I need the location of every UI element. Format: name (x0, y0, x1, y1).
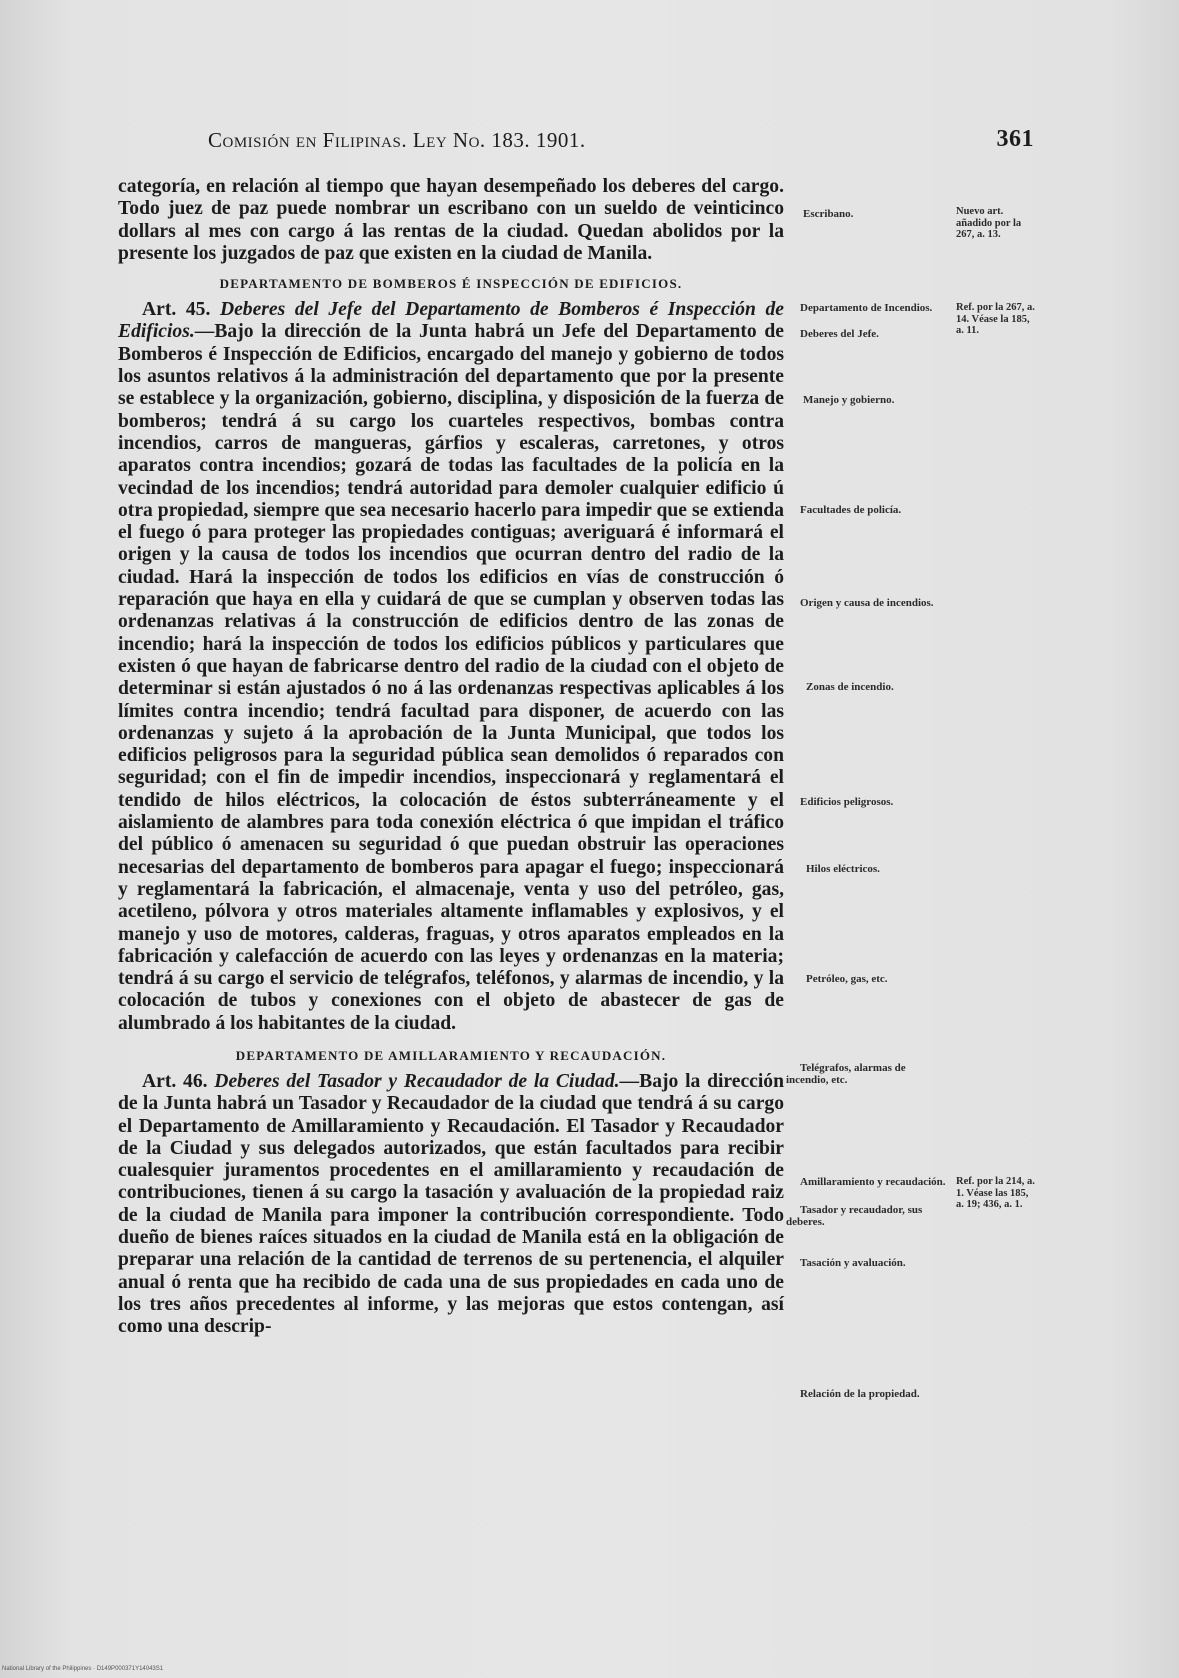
margin-note-telegrafos: Telégrafos, alarmas de incendio, etc. (786, 1062, 906, 1086)
margin-note-edificios: Edificios peligrosos. (800, 796, 894, 808)
margin-note-depto-incendios: Departamento de Incendios. (800, 302, 933, 314)
margin-note-manejo: Manejo y gobierno. (803, 394, 895, 406)
margin-note-origen: Origen y causa de incendios. (800, 597, 934, 609)
reference-ley-214: Ref. por la 214, a. 1. Véase las 185, a. 19; 436, a. 1. (956, 1176, 1035, 1210)
reference-nuevo-art: Nuevo art. añadido por la 267, a. 13. (956, 206, 1022, 240)
article-45 (118, 299, 784, 1035)
article-45-title: Deberes del Jefe del Departamento de Bomberos é Inspección de Edificios. (118, 299, 784, 343)
article-46-title: Deberes del Tasador y Recaudador de la Ciudad. (214, 1070, 620, 1092)
page-number: 361 (996, 126, 1034, 152)
article-46 (118, 1071, 784, 1339)
margin-note-petroleo: Petróleo, gas, etc. (806, 973, 888, 985)
header-title: Comisión en Filipinas. Ley No. 183. 1901. (208, 128, 586, 152)
section-heading-bomberos: DEPARTAMENTO DE BOMBEROS É INSPECCIÓN DE EDIFICIOS. (219, 276, 683, 292)
article-46-label: Art. 46. (142, 1070, 208, 1092)
reference-ley-267: Ref. por la 267, a. 14. Véase la 185, a. 11. (956, 302, 1035, 336)
article-45-text: —Bajo la dirección de la Junta habrá un Jefe del Departamento de Bomberos é Inspección de Edificios, encargado del manejo y gobierno de todos los asuntos relativos á la administración del departamento que por la presente se establece y la organización, gobierno, disciplina, y disposición de la fuerza de bomberos; tendrá á su cargo los cuarteles respectivos, bombas contra incendios, carros de mangueras, gárfios y escaleras, carretones, y otros aparatos contra incendios; gozará de todas las facultades de la policía en la vecindad de los incendios; tendrá autoridad para demoler cualquier edificio ú otra propiedad, siempre que sea necesario hacerlo para impedir que se extienda el fuego ó para proteger las propiedades contiguas; averiguará é informará el origen y la causa de todos los incendios que ocurran dentro del radio de la ciudad. Hará la inspección de todos los edificios en vías de construcción ó reparación que haya en ella y cuidará de que se cumplan y observen todas las ordenanzas relativas á la construcción de edificios dentro de las zonas de incendio; hará la inspección de todos los edificios públicos y particulares que existen ó que hayan de fabricarse dentro del radio de la ciudad con el objeto de determinar si están ajustados ó no á las ordenanzas respectivas aplicables á los límites contra incendio; tendrá facultad para disponer, de acuerdo con las ordenanzas y sujeto á la aprobación de la Junta Municipal, que todos los edificios peligrosos para la seguridad pública sean demolidos ó reparados con seguridad; con el fin de impedir incendios, inspeccionará y reglamentará el tendido de hilos eléctricos, la colocación de éstos subterráneamente y el aislamiento de alambres para toda conexión eléctrica ó que impidan el tráfico del público ó amenacen su seguridad ó que puedan obstruir las operaciones necesarias del departamento de bomberos para apagar el fuego; inspeccionará y reglamentará la fabricación, el almacenaje, venta y uso del petróleo, gas, acetileno, pólvora y otros materiales altamente inflamables y explosivos, y el manejo y uso de motores, calderas, fraguas, y otros aparatos empleados en la fabricación y calefacción de acuerdo con las leyes y ordenanzas en la materia; tendrá á su cargo el servicio de telégrafos, teléfonos, y alarmas de incendio, y la colocación de tubos y conexiones con el objeto de abastecer de gas de alumbrado á los habitantes de la ciudad. (118, 321, 784, 1034)
margin-note-zonas: Zonas de incendio. (806, 681, 894, 693)
margin-note-hilos: Hilos eléctricos. (806, 863, 880, 875)
scan-footer: National Library of the Philippines · D149P000371Y14043S1 (2, 1666, 164, 1672)
article-46-text: —Bajo la dirección de la Junta habrá un Tasador y Recaudador de la ciudad que tendrá á su cargo el Departamento de Amillaramiento y Recaudación. El Tasador y Recaudador de la Ciudad y sus delegados autorizados, que están facultados para recibir cualesquier juramentos procedentes en el amillaramiento y recaudación de contribuciones, tienen á su cargo la tasación y avaluación de la propiedad raiz de la ciudad de Manila para imponer la contribución correspondiente. Todo dueño de bienes raíces situados en la ciudad de Manila está en la obligación de preparar una relación de la cantidad de terrenos de su pertenencia, el alquiler anual ó renta que ha recibido de cada una de sus propiedades en cada uno de los tres años precedentes al informe, y las mejoras que estos contengan, así como una descrip- (118, 1070, 784, 1338)
margin-note-tasacion: Tasación y avaluación. (800, 1257, 906, 1269)
margin-note-relacion: Relación de la propiedad. (800, 1388, 920, 1400)
section-heading-amillaramiento: DEPARTAMENTO DE AMILLARAMIENTO Y RECAUDACIÓN. (235, 1047, 667, 1063)
paragraph-continuation: categoría, en relación al tiempo que hayan desempeñado los deberes del cargo. Todo juez de paz puede nombrar un escribano con un sueldo de veinticinco dollars al mes con cargo á las rentas de la ciudad. Quedan abolidos por la presente los juzgados de paz que existen en la ciudad de Manila. (118, 176, 784, 264)
margin-note-tasador: Tasador y recaudador, sus deberes. (786, 1204, 923, 1228)
article-45-label: Art. 45. (142, 299, 211, 321)
margin-note-amillaramiento: Amillaramiento y recaudación. (800, 1176, 946, 1188)
main-text-column (118, 176, 784, 1339)
margin-note-facultades: Facultades de policía. (800, 504, 902, 516)
running-header (208, 128, 1034, 160)
margin-note-deberes-jefe: Deberes del Jefe. (800, 328, 879, 340)
margin-note-escribano: Escribano. (803, 208, 854, 220)
